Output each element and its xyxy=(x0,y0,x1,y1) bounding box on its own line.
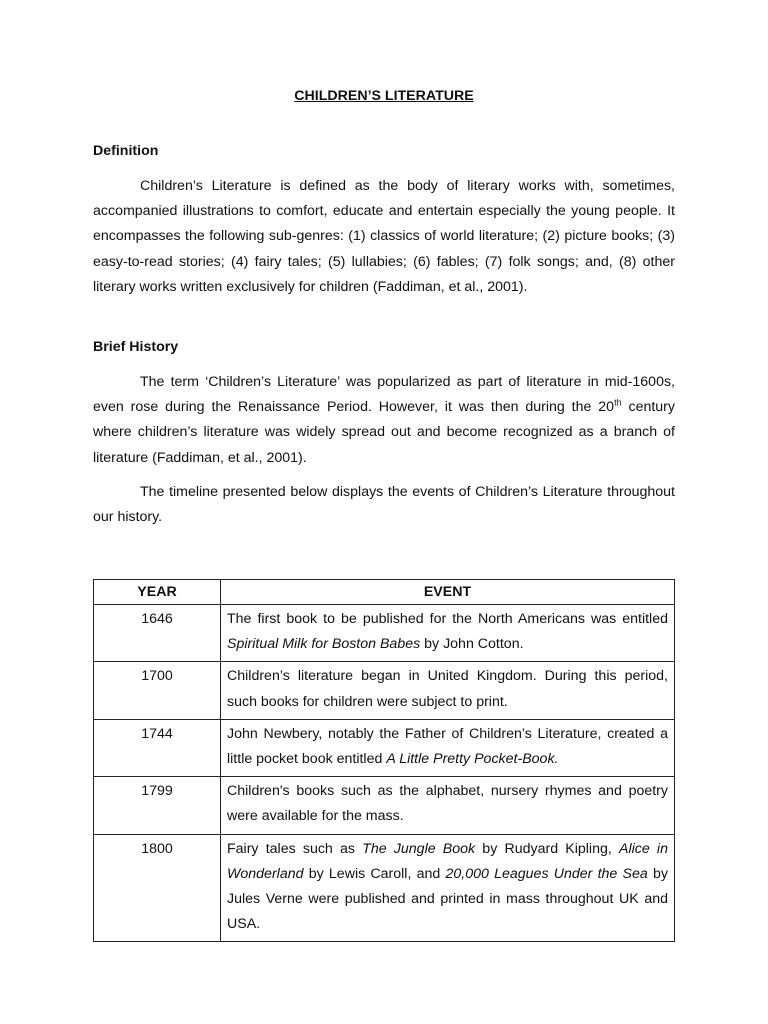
event-text: by Lewis Caroll, and xyxy=(303,865,446,882)
book-title: Spiritual Milk for Boston Babes xyxy=(227,636,421,653)
event-text: by John Cotton. xyxy=(420,636,524,653)
table-row xyxy=(94,662,675,719)
document-title: CHILDREN’S LITERATURE xyxy=(294,88,474,104)
table-header-row xyxy=(94,580,675,605)
year-cell: 1800 xyxy=(94,834,221,942)
year-cell: 1799 xyxy=(94,777,221,834)
event-text: by Rudyard Kipling, xyxy=(475,840,619,857)
event-text: The first book to be published for the North Americans was entitled xyxy=(227,611,668,627)
history-text-part1: The term ‘Children’s Literature’ was popularized as part of literature in mid-1600s, even rose during the Renaissance Period. However, it was then during the 20 xyxy=(93,374,675,416)
table-row xyxy=(94,834,675,942)
event-cell xyxy=(221,719,675,776)
year-cell: 1646 xyxy=(94,605,221,662)
event-cell xyxy=(221,662,675,719)
definition-paragraph xyxy=(93,174,675,300)
book-title: Alice in Wonderland xyxy=(227,840,668,882)
history-superscript: th xyxy=(614,397,622,408)
history-text-part2: century where children’s literature was widely spread out and become recognized as a branch of literature (Faddiman, et al., 2001). xyxy=(93,399,675,466)
event-text: by Jules Verne were published and printed in mass throughout UK and USA. xyxy=(227,865,668,933)
definition-text: Children’s Literature is defined as the body of literary works with, sometimes, accompanied illustrations to comfort, educate and entertain especially the young people. It encompasses the following sub-genres: (1) classics of world literature; (2) picture books; (3) easy-to-read stories; (4) fairy tales; (5) lullabies; (6) fables; (7) folk songs; and, (8) other literary works written exclusively for children (Faddiman, et al., 2001). xyxy=(93,178,675,295)
year-column-header: YEAR xyxy=(94,580,221,605)
event-text: John Newbery, notably the Father of Children’s Literature, created a little pocket book entitled xyxy=(227,725,668,768)
event-column-header: EVENT xyxy=(221,580,675,605)
book-title: A Little Pretty Pocket-Book. xyxy=(386,751,559,768)
event-cell xyxy=(221,777,675,834)
timeline-intro-paragraph xyxy=(93,480,675,530)
event-text: Children's books such as the alphabet, nursery rhymes and poetry were available for the mass. xyxy=(227,783,668,825)
event-text: Children’s literature began in United Kingdom. During this period, such books for children were subject to print. xyxy=(227,668,668,710)
event-text: Fairy tales such as xyxy=(227,840,363,857)
timeline-intro-text: The timeline presented below displays the events of Children’s Literature throughout our history. xyxy=(93,484,675,526)
year-cell: 1700 xyxy=(94,662,221,719)
book-title: The Jungle Book xyxy=(362,840,476,857)
definition-heading: Definition xyxy=(93,143,159,159)
history-paragraph xyxy=(93,370,675,471)
table-row xyxy=(94,777,675,834)
book-title: 20,000 Leagues Under the Sea xyxy=(445,865,648,882)
timeline-table xyxy=(93,579,675,942)
table-row xyxy=(94,719,675,776)
brief-history-heading: Brief History xyxy=(93,339,179,355)
event-cell xyxy=(221,605,675,662)
event-cell xyxy=(221,834,675,942)
year-cell: 1744 xyxy=(94,719,221,776)
table-row xyxy=(94,605,675,662)
